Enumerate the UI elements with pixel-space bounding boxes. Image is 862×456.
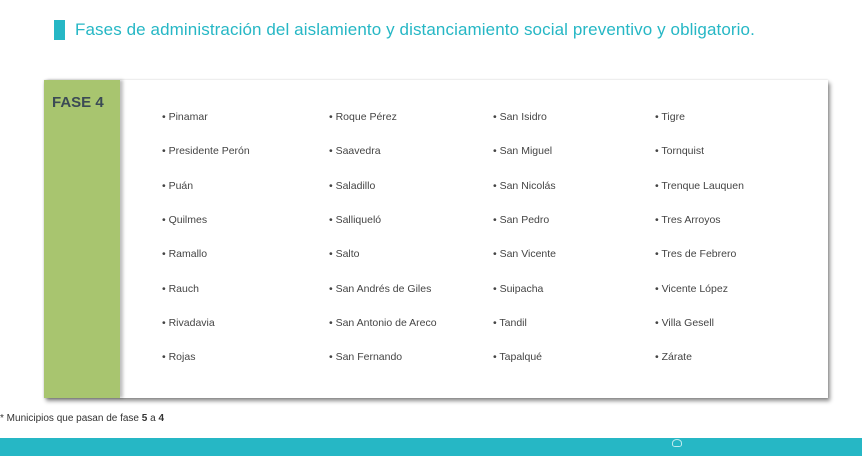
- municipality-item: • Saavedra: [329, 145, 381, 158]
- page-title: Fases de administración del aislamiento y distanciamiento social preventivo y obligatorio.: [75, 20, 755, 39]
- municipality-item: • Villa Gesell: [655, 316, 714, 329]
- municipality-item: • Suipacha: [493, 282, 544, 295]
- footnote-star: *: [0, 413, 4, 424]
- municipality-item: • San Pedro: [493, 214, 550, 227]
- footnote-to-phase: 4: [158, 413, 165, 424]
- municipality-item: • Tornquist: [655, 145, 705, 158]
- footnote-from-phase: 5: [141, 413, 148, 424]
- municipality-row: [162, 100, 822, 134]
- municipality-item: • San Vicente: [493, 248, 557, 261]
- municipality-row: [162, 237, 822, 271]
- municipality-item: • San Isidro: [493, 111, 547, 124]
- footnote-text: Municipios que pasan de fase: [3, 413, 142, 424]
- municipality-item: • Tres Arroyos: [655, 214, 721, 227]
- municipality-item: • Zárate: [655, 351, 692, 364]
- municipality-item: • Vicente López: [655, 282, 728, 295]
- municipality-item: • Rivadavia: [162, 316, 215, 329]
- municipality-item: • Puán: [162, 179, 194, 192]
- municipality-row: [162, 134, 822, 168]
- municipality-item: • Pinamar: [162, 111, 208, 124]
- municipality-item: • Roque Pérez: [329, 111, 397, 124]
- municipality-row: [162, 340, 822, 374]
- logo-icon: [672, 439, 682, 447]
- footnote-separator: a: [147, 413, 159, 424]
- phase-tab: [44, 80, 120, 398]
- municipality-item: • Salliqueló: [329, 214, 382, 227]
- footnote: [0, 413, 164, 424]
- municipality-item: • Tandil: [493, 316, 527, 329]
- municipality-item: • Trenque Lauquen: [655, 179, 744, 192]
- municipality-row: [162, 203, 822, 237]
- municipality-item: • Tres de Febrero: [655, 248, 737, 261]
- municipality-item: • Tigre: [655, 111, 685, 124]
- municipality-item: • San Nicolás: [493, 179, 556, 192]
- municipality-item: • Presidente Perón: [162, 145, 250, 158]
- municipality-row: [162, 169, 822, 203]
- municipality-row: [162, 306, 822, 340]
- municipality-item: • Salto: [329, 248, 360, 261]
- municipality-item: • Rauch: [162, 282, 199, 295]
- municipality-item: • San Miguel: [493, 145, 553, 158]
- municipality-item: • San Fernando: [329, 351, 403, 364]
- municipality-item: • Rojas: [162, 351, 196, 364]
- header-accent-bar: [54, 20, 65, 40]
- municipality-item: • Quilmes: [162, 214, 208, 227]
- municipality-item: • Saladillo: [329, 179, 376, 192]
- page-header: [54, 20, 755, 40]
- municipality-item: • Tapalqué: [493, 351, 543, 364]
- municipalities-card: [44, 80, 828, 398]
- municipality-row: [162, 271, 822, 305]
- municipality-item: • Ramallo: [162, 248, 208, 261]
- bottom-band: [0, 438, 862, 456]
- municipalities-grid: [162, 100, 822, 374]
- municipality-item: • San Antonio de Areco: [329, 316, 437, 329]
- phase-label: FASE 4: [52, 94, 104, 111]
- municipality-item: • San Andrés de Giles: [329, 282, 432, 295]
